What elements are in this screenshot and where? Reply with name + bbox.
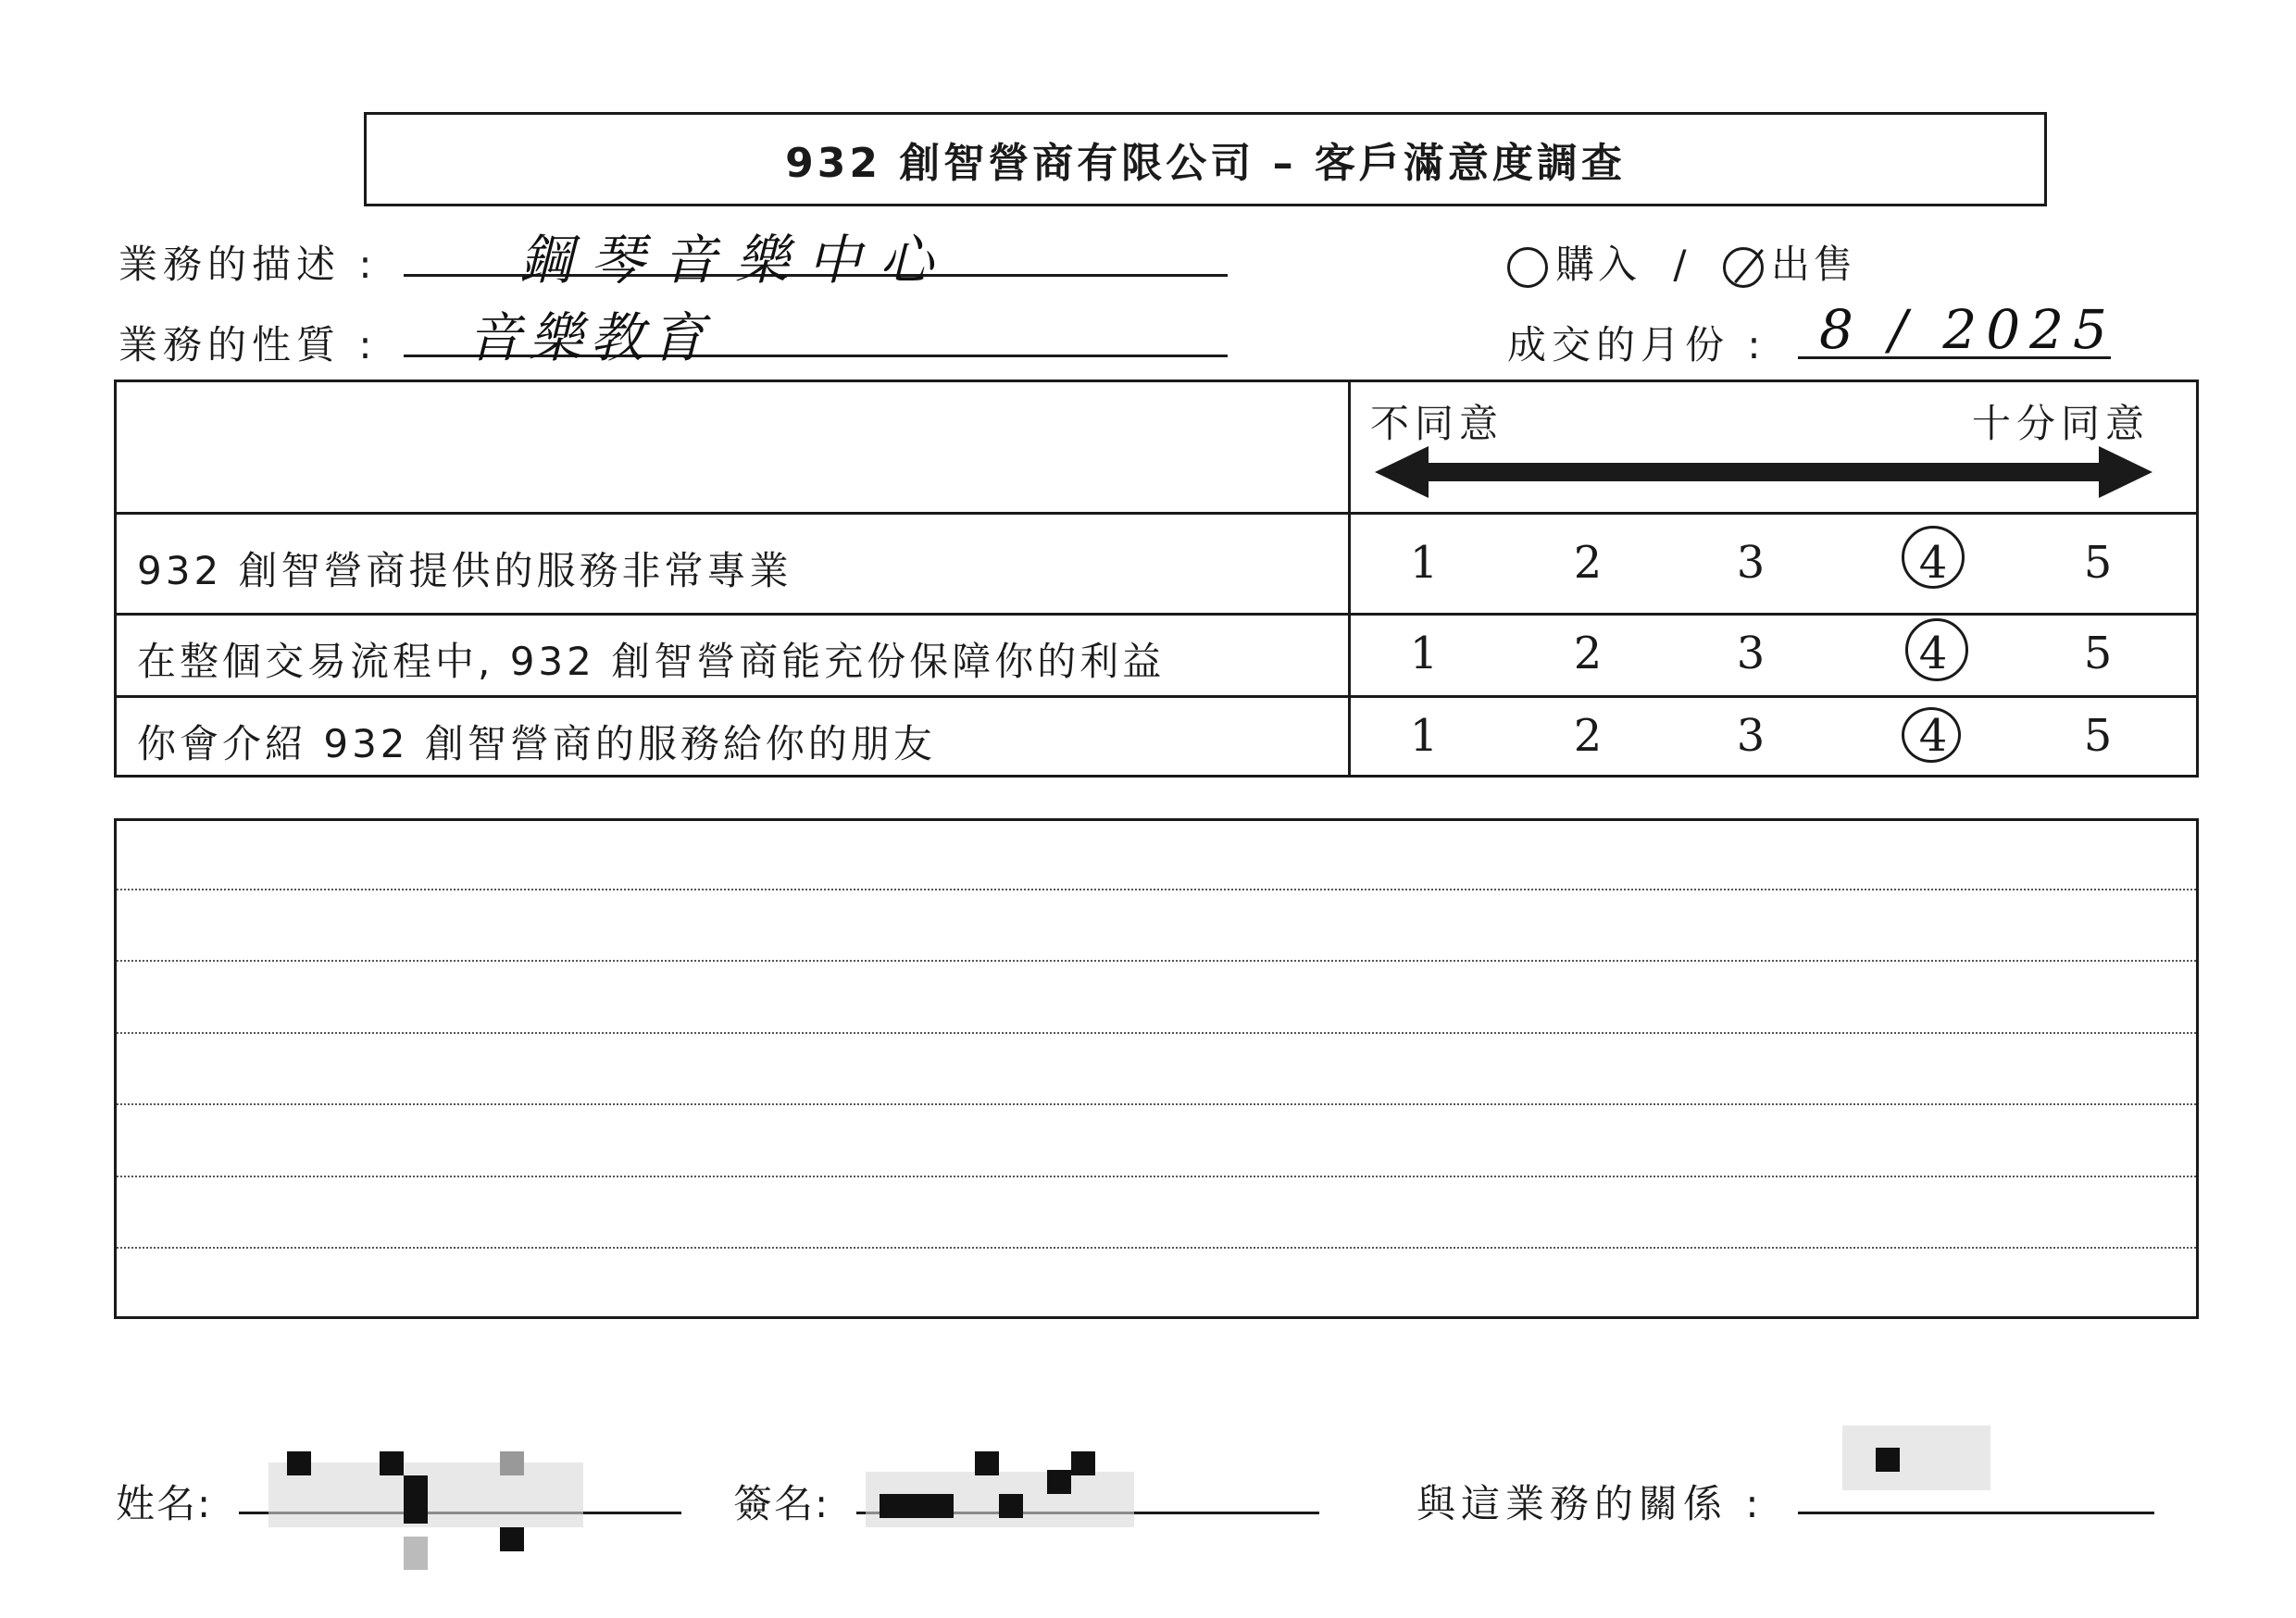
rating-option[interactable]: 2 — [1573, 628, 1603, 679]
business-description-field[interactable]: 鋼琴音樂中心 — [518, 229, 953, 292]
selection-circle-icon — [1905, 618, 1968, 681]
name-field-redacted[interactable] — [268, 1444, 602, 1564]
comment-line — [117, 1103, 2196, 1105]
signature-image-redacted[interactable] — [866, 1444, 1143, 1546]
rating-option-selected[interactable]: 4 — [1918, 628, 1948, 679]
question-2-text: 在整個交易流程中, 932 創智營商能充份保障你的利益 — [137, 639, 1166, 684]
sell-label: 出售 — [1770, 242, 1856, 287]
table-row-rule — [114, 695, 2199, 698]
scale-left-label: 不同意 — [1370, 401, 1504, 446]
comment-line — [117, 1176, 2196, 1177]
relationship-field-redacted[interactable] — [1842, 1407, 2000, 1509]
comment-line — [117, 1247, 2196, 1249]
rating-option[interactable]: 3 — [1736, 537, 1766, 589]
business-description-label: 業務的描述 : — [119, 242, 378, 287]
rating-option[interactable]: 5 — [2083, 628, 2113, 679]
rating-option-selected[interactable]: 4 — [1918, 710, 1948, 762]
rating-option[interactable]: 3 — [1736, 710, 1766, 762]
rating-option[interactable]: 2 — [1573, 710, 1603, 762]
signature-label: 簽名: — [733, 1481, 830, 1526]
relationship-label: 與這業務的關係 : — [1416, 1481, 1765, 1526]
comment-line — [117, 889, 2196, 890]
scale-right-label: 十分同意 — [1972, 401, 2151, 446]
selection-circle-icon — [1902, 526, 1965, 589]
business-nature-field[interactable]: 音樂教育 — [468, 306, 713, 369]
rating-option-selected[interactable]: 4 — [1918, 537, 1948, 589]
transaction-separator: / — [1673, 242, 1691, 287]
deal-month-label: 成交的月份 : — [1507, 322, 1766, 367]
scale-double-arrow-icon — [1375, 444, 2152, 500]
rating-option[interactable]: 1 — [1409, 710, 1439, 762]
sell-radio[interactable] — [1723, 247, 1764, 288]
comments-box[interactable] — [114, 818, 2199, 1319]
rating-option[interactable]: 5 — [2083, 537, 2113, 589]
rating-option[interactable]: 5 — [2083, 710, 2113, 762]
comment-line — [117, 960, 2196, 962]
table-divider — [1348, 380, 1351, 778]
selection-circle-icon — [1902, 707, 1961, 763]
rating-option[interactable]: 1 — [1409, 537, 1439, 589]
business-nature-label: 業務的性質 : — [119, 322, 378, 367]
comment-line — [117, 1032, 2196, 1034]
table-row-rule — [114, 613, 2199, 616]
rating-option[interactable]: 3 — [1736, 628, 1766, 679]
rating-option[interactable]: 1 — [1409, 628, 1439, 679]
rating-option[interactable]: 2 — [1573, 537, 1603, 589]
buy-label: 購入 — [1555, 242, 1641, 287]
name-label: 姓名: — [116, 1481, 213, 1526]
transaction-type-group — [1507, 234, 1856, 290]
question-1-text: 932 創智營商提供的服務非常專業 — [137, 548, 792, 593]
deal-month-field[interactable]: 8 / 2025 — [1819, 298, 2116, 361]
buy-radio[interactable] — [1507, 247, 1548, 288]
form-title: 932 創智營商有限公司 – 客戶滿意度調查 — [364, 112, 2047, 206]
relationship-underline — [1798, 1512, 2154, 1514]
question-3-text: 你會介紹 932 創智營商的服務給你的朋友 — [137, 721, 936, 766]
table-header-rule — [114, 512, 2199, 515]
